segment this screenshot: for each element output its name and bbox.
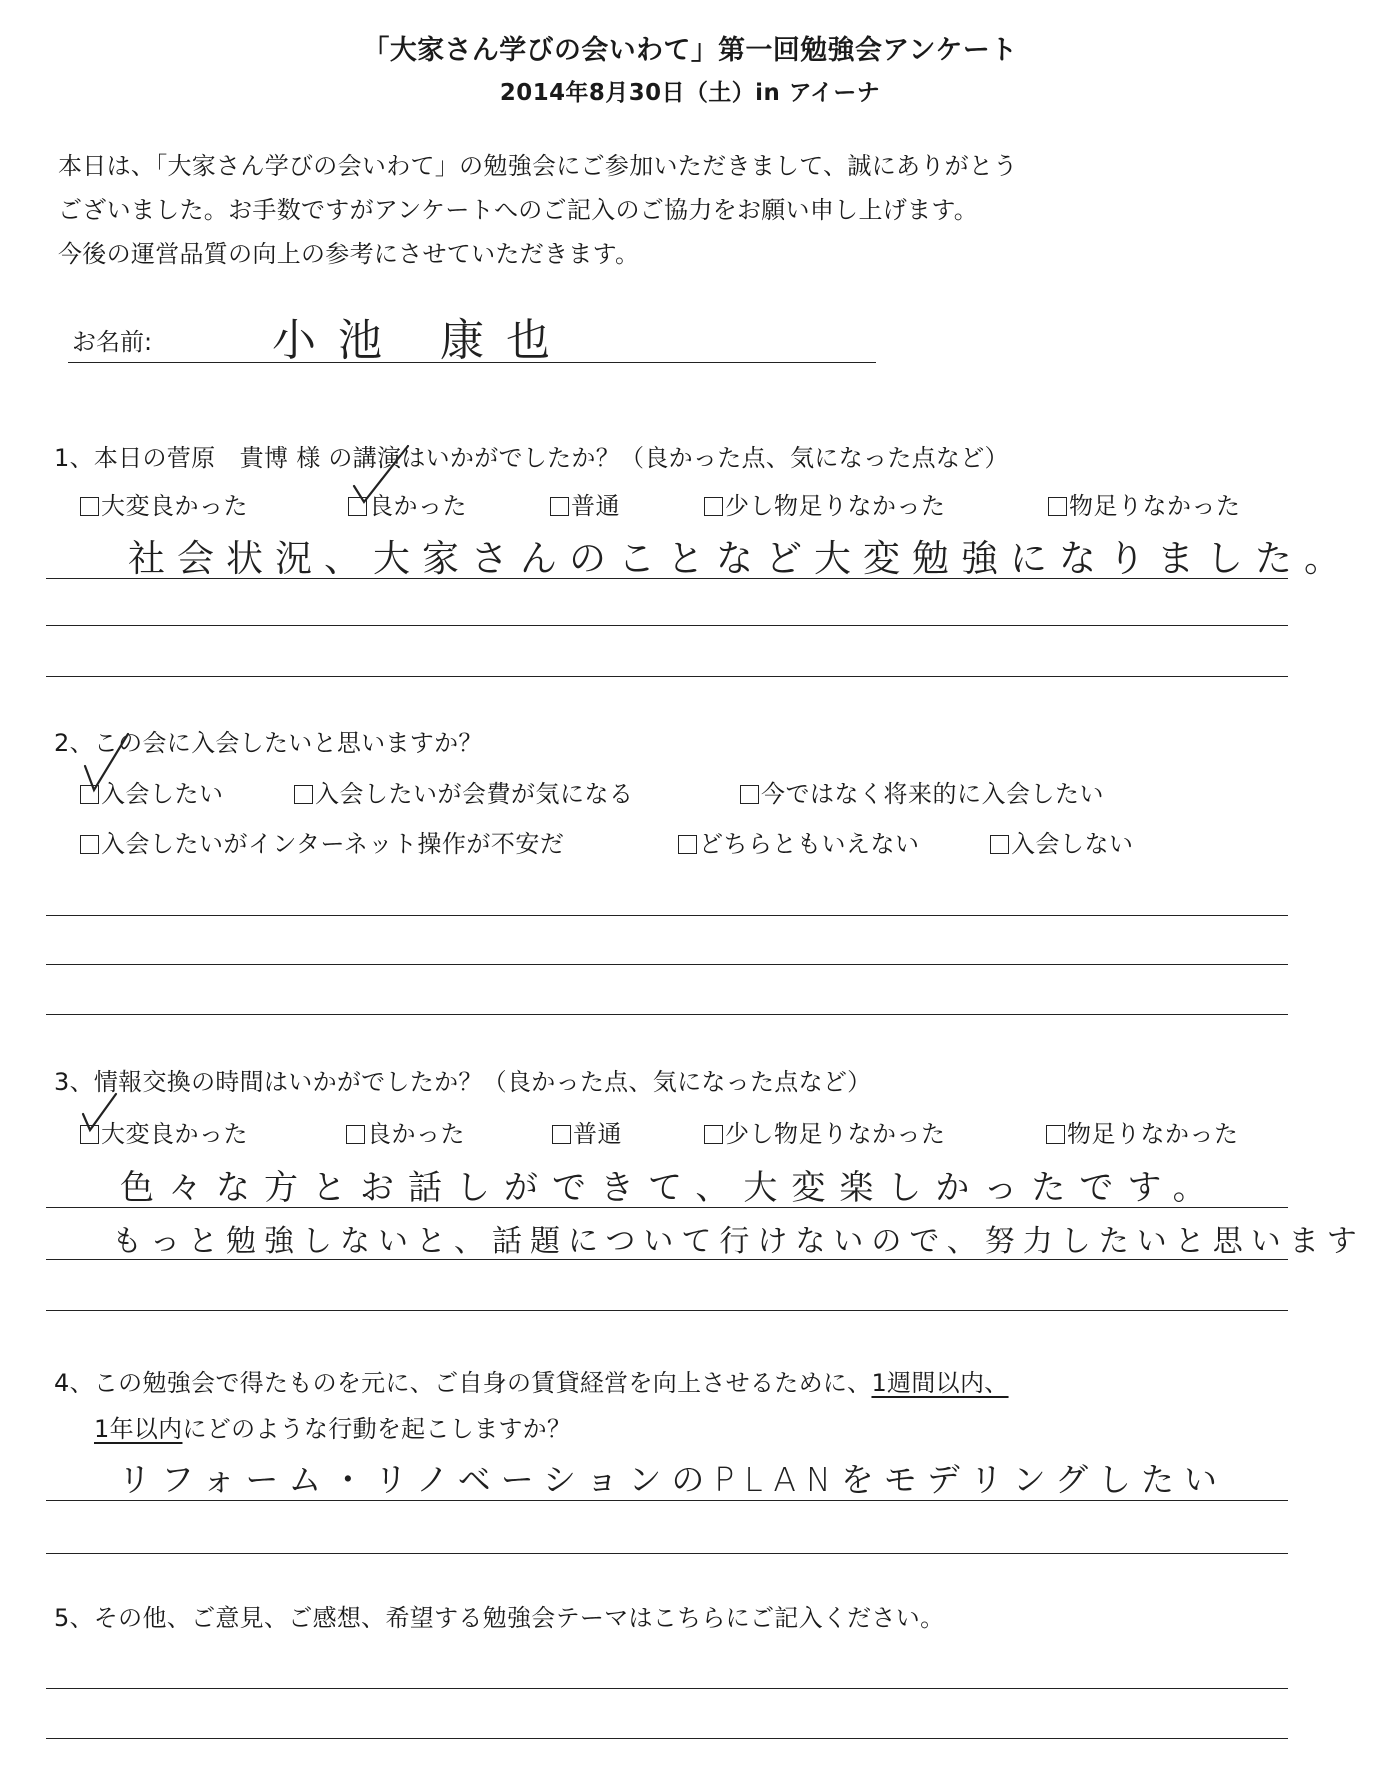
q3-answer-1-handwritten[interactable]: 色々な方とお話しができて、大変楽しかったです。 [120,1168,1221,1208]
q3-option-5[interactable]: 物足りなかった [1046,1114,1239,1149]
q3-answer-line-3 [46,1310,1288,1311]
q1-option-4[interactable]: 少し物足りなかった [704,486,946,521]
checkbox[interactable] [990,835,1009,854]
q1-option-5[interactable]: 物足りなかった [1048,486,1241,521]
name-label: お名前: [72,328,153,356]
q2-answer-line-1 [46,915,1288,916]
q3-option-3[interactable]: 普通 [552,1114,622,1149]
checkbox[interactable] [704,497,723,516]
q4-text-line-1: 4、この勉強会で得たものを元に、ご自身の賃貸経営を向上させるために、1週間以内、 [54,1369,1009,1397]
q4-text-line-2: 1年以内にどのような行動を起こしますか？ [94,1415,572,1443]
q3-option-4[interactable]: 少し物足りなかった [704,1114,946,1149]
intro-line-2: ございました。お手数ですがアンケートへのご記入のご協力をお願い申し上げます。 [58,196,979,224]
checkbox[interactable] [346,1125,365,1144]
form-date: 2014年8月30日（土）in アイーナ [499,80,881,106]
q1-answer-line-2 [46,625,1288,626]
q3-check-mark-icon [80,1090,120,1138]
q2-option-4[interactable]: 入会したいがインターネット操作が不安だ [80,824,564,859]
q4-answer-line-1 [46,1500,1288,1501]
q3-text: 3、情報交換の時間はいかがでしたか？（良かった点、気になった点など） [54,1068,872,1096]
q2-option-2[interactable]: 入会したいが会費が気になる [294,774,634,809]
intro-line-3: 今後の運営品質の向上の参考にさせていただきます。 [58,240,640,268]
q4-underline-week: 1週間以内、 [871,1369,1009,1397]
q1-option-3[interactable]: 普通 [550,486,620,521]
q5-answer-line-2 [46,1738,1288,1739]
q1-text: 1、本日の菅原 貴博 様 の講演はいかがでしたか？（良かった点、気になった点など） [54,444,1009,472]
q5-text: 5、その他、ご意見、ご感想、希望する勉強会テーマはこちらにご記入ください。 [54,1604,945,1632]
q1-answer-handwritten[interactable]: 社会状況、大家さんのことなど大変勉強になりました。 [128,537,1353,580]
intro-line-1: 本日は、「大家さん学びの会いわて」の勉強会にご参加いただきまして、誠にありがとう [58,152,1018,180]
checkbox[interactable] [1048,497,1067,516]
checkbox[interactable] [550,497,569,516]
q4-answer-line-2 [46,1553,1288,1554]
form-title: 「大家さん学びの会いわて」第一回勉強会アンケート [362,35,1018,66]
checkbox[interactable] [740,785,759,804]
q1-answer-line-3 [46,676,1288,677]
checkbox[interactable] [1046,1125,1065,1144]
q3-answer-line-2 [46,1259,1288,1260]
q3-option-2[interactable]: 良かった [346,1114,465,1149]
q2-option-5[interactable]: どちらともいえない [678,824,920,859]
checkbox[interactable] [552,1125,571,1144]
q2-option-6[interactable]: 入会しない [990,824,1134,859]
q4-answer-handwritten[interactable]: リフォーム・リノベーションのPLANをモデリングしたい [118,1460,1228,1499]
checkbox[interactable] [294,785,313,804]
q2-answer-line-3 [46,1014,1288,1015]
q2-option-3[interactable]: 今ではなく将来的に入会したい [740,774,1104,809]
q1-option-1[interactable]: 大変良かった [80,486,248,521]
name-value-handwritten[interactable]: 小池 康也 [272,315,572,366]
q1-option-2[interactable]: 良かった [348,486,467,521]
checkbox[interactable] [704,1125,723,1144]
q3-answer-2-handwritten[interactable]: もっと勉強しないと、話題について行けないので、努力したいと思います [112,1224,1365,1259]
checkbox[interactable] [80,497,99,516]
q2-text: 2、この会に入会したいと思いますか？ [54,729,483,757]
q1-check-mark-icon [350,440,412,510]
name-underline [68,362,876,363]
q3-option-1[interactable]: 大変良かった [80,1114,248,1149]
checkbox[interactable] [80,835,99,854]
q1-answer-line-1 [46,578,1288,579]
checkbox[interactable] [678,835,697,854]
q2-check-mark-icon [82,730,132,798]
q2-option-1[interactable]: 入会したい [80,774,224,809]
q4-underline-year: 1年以内 [94,1415,183,1443]
q2-answer-line-2 [46,964,1288,965]
q5-answer-line-1 [46,1688,1288,1689]
q3-answer-line-1 [46,1207,1288,1208]
